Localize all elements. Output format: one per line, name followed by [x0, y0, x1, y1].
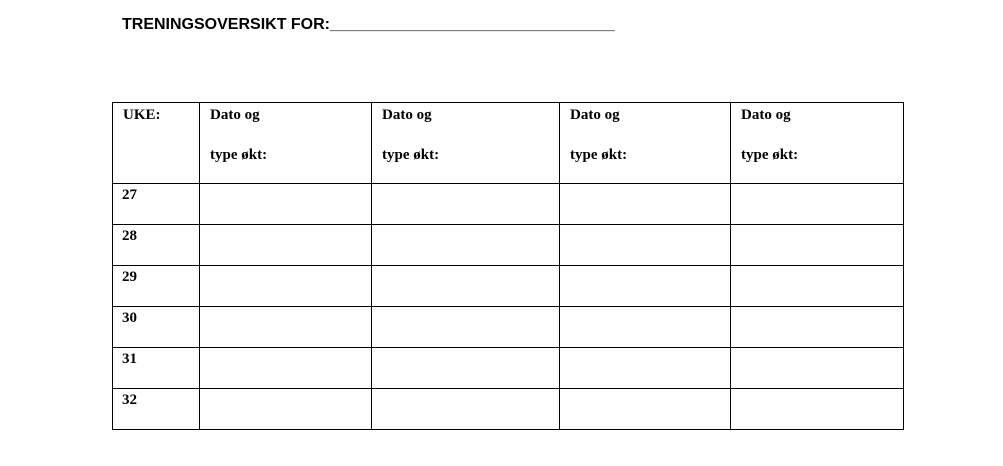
- training-table: [112, 102, 904, 430]
- session-cell[interactable]: [200, 266, 372, 307]
- session-cell[interactable]: [200, 307, 372, 348]
- table-row: [113, 266, 904, 307]
- week-number: 27: [113, 184, 200, 225]
- table-row: [113, 184, 904, 225]
- header-session-4: [731, 103, 904, 184]
- header-label-line1: Dato og: [741, 107, 791, 123]
- header-week: [113, 103, 200, 184]
- session-cell[interactable]: [372, 266, 560, 307]
- header-label-line2: type økt:: [570, 147, 628, 163]
- session-cell[interactable]: [731, 184, 904, 225]
- session-cell[interactable]: [731, 389, 904, 430]
- header-label-line2: type økt:: [741, 147, 799, 163]
- session-cell[interactable]: [560, 348, 731, 389]
- session-cell[interactable]: [372, 348, 560, 389]
- header-label-line1: Dato og: [570, 107, 620, 123]
- week-number: 31: [113, 348, 200, 389]
- session-cell[interactable]: [200, 184, 372, 225]
- week-number: 32: [113, 389, 200, 430]
- header-week-label: UKE:: [123, 107, 161, 123]
- session-cell[interactable]: [731, 266, 904, 307]
- header-session-3: [560, 103, 731, 184]
- session-cell[interactable]: [731, 225, 904, 266]
- session-cell[interactable]: [731, 307, 904, 348]
- session-cell[interactable]: [372, 184, 560, 225]
- header-label-line2: type økt:: [382, 147, 440, 163]
- table-row: [113, 348, 904, 389]
- week-number: 28: [113, 225, 200, 266]
- session-cell[interactable]: [200, 348, 372, 389]
- session-cell[interactable]: [560, 184, 731, 225]
- header-session-1: [200, 103, 372, 184]
- session-cell[interactable]: [731, 348, 904, 389]
- week-number: 29: [113, 266, 200, 307]
- session-cell[interactable]: [372, 307, 560, 348]
- table-row: [113, 307, 904, 348]
- session-cell[interactable]: [560, 307, 731, 348]
- week-number: 30: [113, 307, 200, 348]
- session-cell[interactable]: [372, 225, 560, 266]
- table-row: [113, 389, 904, 430]
- header-label-line1: Dato og: [382, 107, 432, 123]
- session-cell[interactable]: [372, 389, 560, 430]
- header-label-line2: type økt:: [210, 147, 268, 163]
- table-row: [113, 225, 904, 266]
- session-cell[interactable]: [560, 225, 731, 266]
- header-session-2: [372, 103, 560, 184]
- header-label-line1: Dato og: [210, 107, 260, 123]
- session-cell[interactable]: [200, 389, 372, 430]
- session-cell[interactable]: [560, 389, 731, 430]
- session-cell[interactable]: [200, 225, 372, 266]
- page-title: TRENINGSOVERSIKT FOR:________________________________: [122, 16, 615, 33]
- table-header-row: [113, 103, 904, 184]
- session-cell[interactable]: [560, 266, 731, 307]
